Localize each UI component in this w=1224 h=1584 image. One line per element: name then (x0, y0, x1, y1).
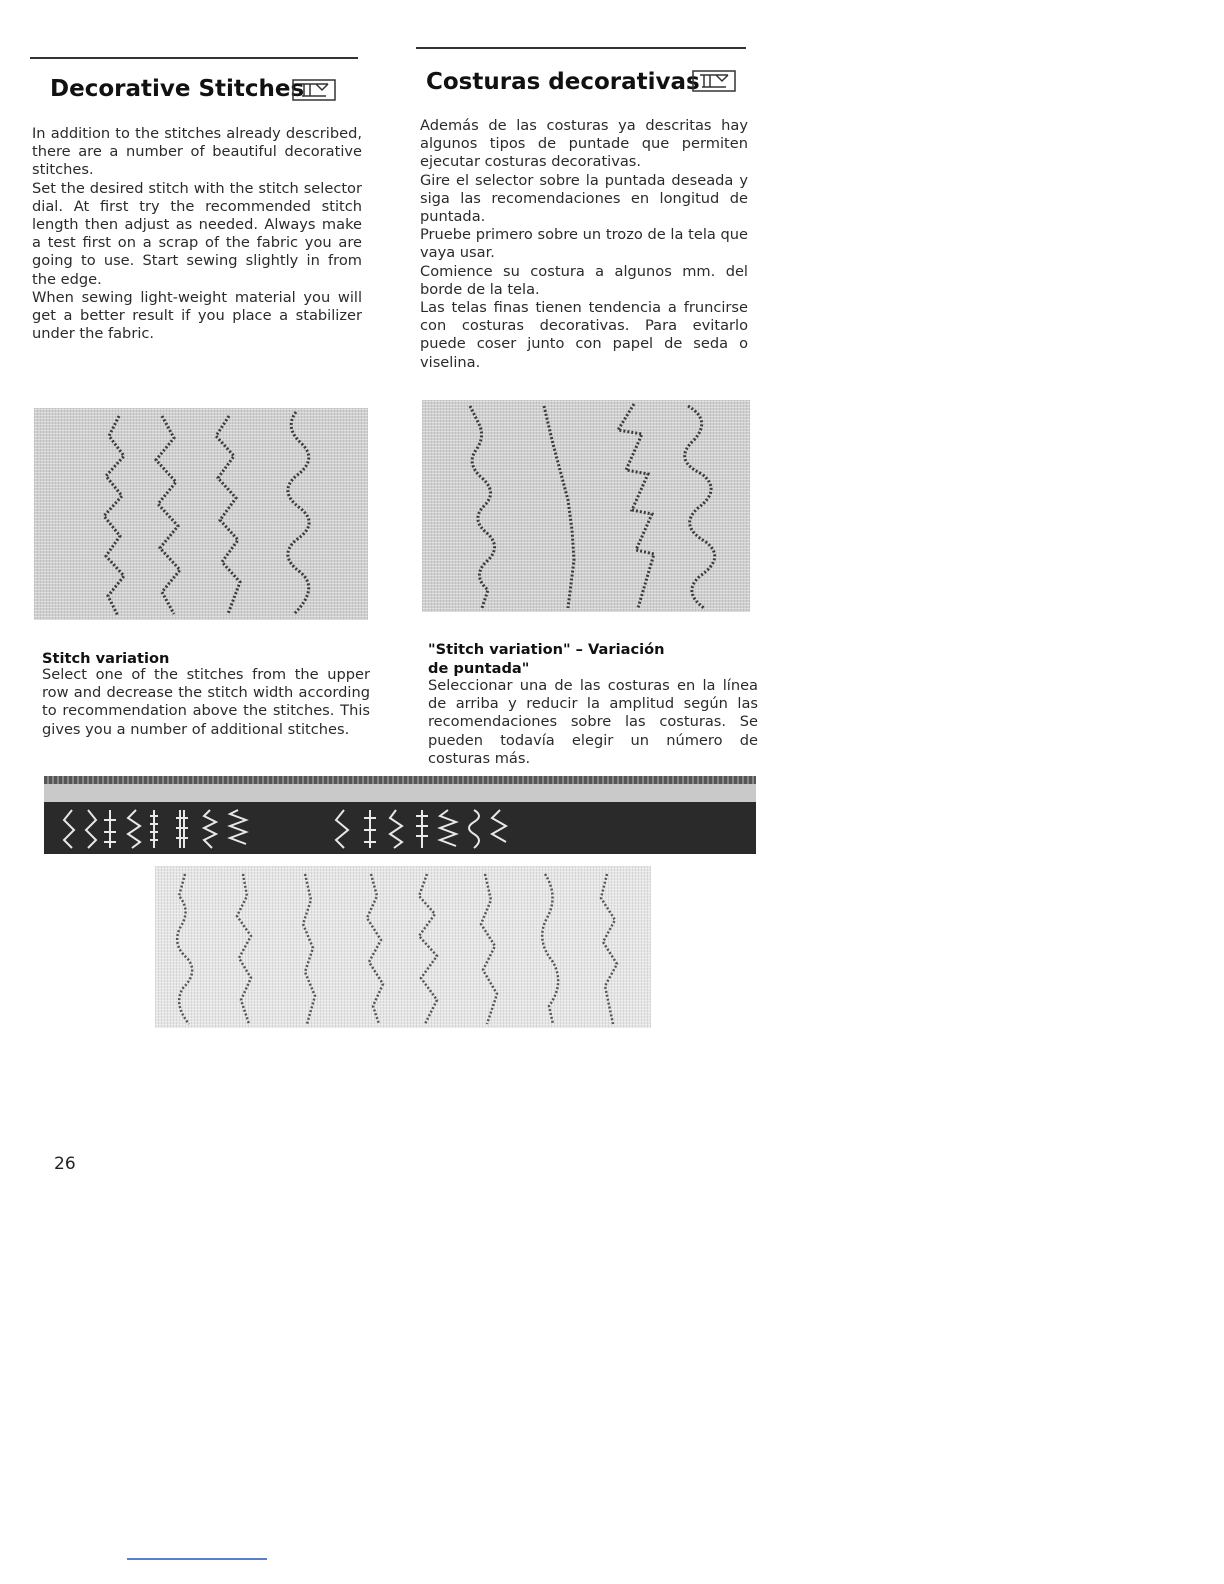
paragraph: When sewing light-weight material you will get a better result if you place a stabilizer under the fabric. (32, 288, 362, 343)
paragraph: Pruebe primero sobre un trozo de la tela que vaya usar. (420, 226, 748, 262)
intro-english (32, 125, 362, 343)
page-title-spanish: Costuras decorativas (426, 69, 700, 95)
page-number: 26 (54, 1154, 76, 1174)
top-rule-left (30, 57, 358, 59)
paragraph: Además de las costuras ya descritas hay algunos tipos de puntade que permiten ejecutar costuras decorativas. (420, 117, 748, 171)
body-spanish: Seleccionar una de las costuras en la línea de arriba y reducir la amplitud según las recomendaciones sobre las costuras. Se pueden todavía elegir un número de costuras más. (428, 677, 758, 767)
paragraph: Comience su costura a algunos mm. del borde de la tela. (420, 262, 748, 298)
subheading-english: Stitch variation (42, 650, 170, 667)
subheading-spanish-1: "Stitch variation" – Variación (428, 641, 665, 658)
subheading-spanish-2: de puntada" (428, 660, 530, 677)
top-rule-right (416, 47, 746, 49)
paragraph: In addition to the stitches already described, there are a number of beautiful decorative stitches. (32, 125, 362, 179)
page-title-english: Decorative Stitches (50, 76, 305, 102)
intro-spanish (420, 117, 748, 372)
presser-foot-icon (292, 78, 336, 102)
paragraph: Set the desired stitch with the stitch selector dial. At first try the recommended stitch length then adjust as needed. Always make a test first on a scrap of the fabric you are going to use. Start sewing slightly in from the edge. (32, 179, 362, 288)
stitch-variation-photo (155, 866, 651, 1028)
stitch-sample-photo-spanish (422, 400, 750, 612)
stitch-symbols (64, 810, 506, 848)
stitch-selector-strip (44, 776, 756, 854)
paragraph: Las telas finas tienen tendencia a fruncirse con costuras decorativas. Para evitarlo puede coser junto con papel de seda o viselina. (420, 299, 748, 371)
presser-foot-icon (692, 69, 736, 93)
stitch-sample-photo-english (34, 408, 368, 620)
body-english: Select one of the stitches from the upper row and decrease the stitch width according to recommendation above the stitches. This gives you a number of additional stitches. (42, 666, 370, 738)
paragraph: Gire el selector sobre la puntada deseada y siga las recomendaciones en longitud de puntada. (420, 171, 748, 226)
footer-line (127, 1558, 267, 1560)
